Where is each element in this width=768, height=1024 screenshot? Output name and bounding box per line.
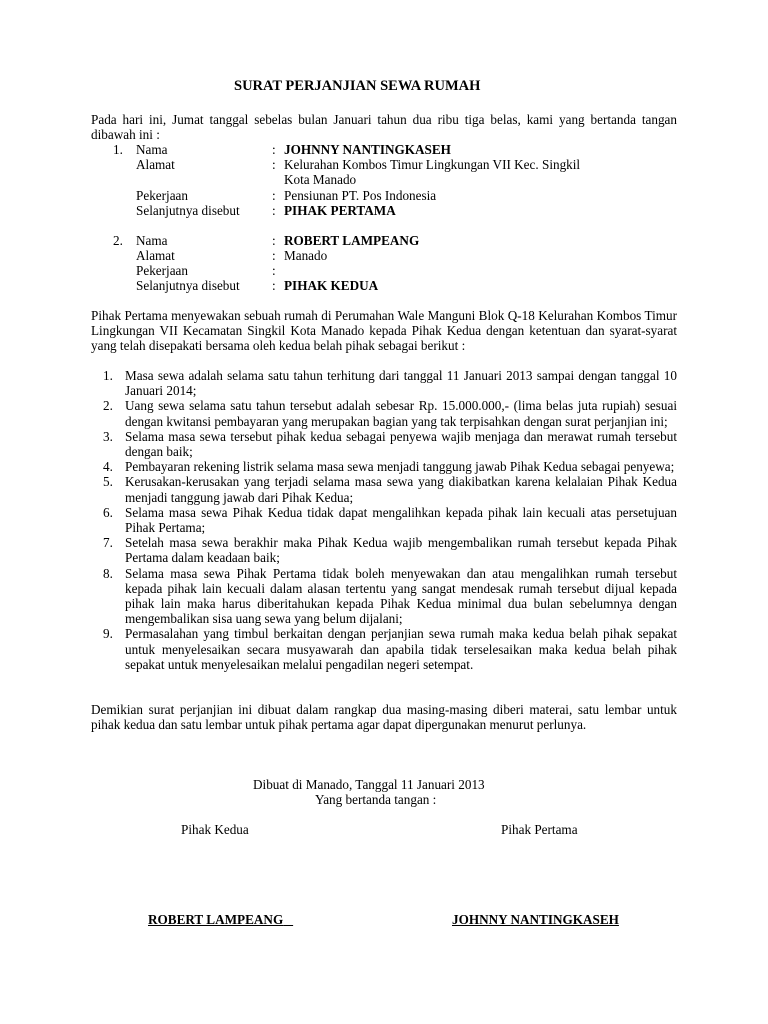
- list-item: [91, 626, 677, 672]
- party2-pekerjaan-label: Pekerjaan: [136, 263, 188, 278]
- term-number: 6.: [103, 504, 113, 520]
- term-number: 3.: [103, 428, 113, 444]
- party2-alamat-value: Manado: [284, 248, 328, 263]
- signature-left-underline-extension: [283, 912, 293, 927]
- party1-nama-value: JOHNNY NANTINGKASEH: [284, 142, 451, 157]
- place-date: Dibuat di Manado, Tanggal 11 Januari 2013: [253, 777, 485, 792]
- party2-disebut-colon: :: [272, 278, 276, 293]
- document-title: SURAT PERJANJIAN SEWA RUMAH: [234, 78, 481, 94]
- term-text: Pembayaran rekening listrik selama masa sewa menjadi tanggung jawab Pihak Kedua sebagai penyewa;: [125, 459, 675, 475]
- signature-left-name-text: ROBERT LAMPEANG: [148, 912, 284, 927]
- party1-alamat-colon: :: [272, 157, 276, 172]
- list-item: [91, 505, 677, 535]
- party2-disebut-value: PIHAK KEDUA: [284, 278, 379, 293]
- party1-alamat-value-line1: Kelurahan Kombos Timur Lingkungan VII Kec. Singkil: [284, 157, 581, 172]
- signature-left-label: Pihak Kedua: [181, 822, 249, 837]
- term-number: 2.: [103, 398, 113, 414]
- signature-right-label: Pihak Pertama: [501, 822, 578, 837]
- term-text: Permasalahan yang timbul berkaitan dengan perjanjian sewa rumah maka kedua belah pihak sepakat untuk menyelesaikan secara musyawarah dan apabila tidak terselesaikan maka kedua belah pihak sepakat untuk menyelesaikan melalui pengadilan negeri setempat.: [125, 626, 677, 672]
- party1-alamat-value-line2: Kota Manado: [284, 172, 357, 187]
- body-intro-paragraph: Pihak Pertama menyewakan sebuah rumah di Perumahan Wale Manguni Blok Q-18 Kelurahan Kombos Timur Lingkungan VII Kecamatan Singkil Kota Manado kepada Pihak Kedua dengan ketentuan dan syarat-syarat yang telah disepakati bersama oleh kedua belah pihak sebagai berikut :: [91, 308, 677, 354]
- party2-nama-colon: :: [272, 233, 276, 248]
- signature-right-name: JOHNNY NANTINGKASEH: [452, 912, 619, 927]
- term-text: Setelah masa sewa berakhir maka Pihak Kedua wajib mengembalikan rumah tersebut kepada Pihak Pertama dalam keadaan baik;: [125, 535, 677, 566]
- party1-nama-label: Nama: [136, 142, 168, 157]
- intro-paragraph: Pada hari ini, Jumat tanggal sebelas bulan Januari tahun dua ribu tiga belas, kami yang bertanda tangan dibawah ini :: [91, 112, 677, 143]
- party2-alamat-colon: :: [272, 248, 276, 263]
- term-text: Selama masa sewa Pihak Pertama tidak boleh menyewakan dan atau mengalihkan rumah tersebut kepada pihak lain kecuali dalam alasan tertentu yang sangat mendesak rumah tersebut dijual kepada pihak lain maka harus diberitahukan kepada Pihak Kedua minimal dua bulan sebelumnya dengan mengembalikan sisa uang sewa yang belum dijalani;: [125, 565, 677, 627]
- term-number: 5.: [103, 474, 113, 490]
- party2-nama-value: ROBERT LAMPEANG: [284, 233, 420, 248]
- party1-alamat-label: Alamat: [136, 157, 175, 172]
- party2-nama-label: Nama: [136, 233, 168, 248]
- term-text: Uang sewa selama satu tahun tersebut adalah sebesar Rp. 15.000.000,- (lima belas juta rupiah) sesuai dengan kwitansi pembayaran yang merupakan bagian yang tak terpisahkan dengan surat perjanjian ini;: [125, 398, 677, 429]
- party1-pekerjaan-colon: :: [272, 188, 276, 203]
- signature-left-name: [148, 912, 293, 927]
- party1-disebut-label: Selanjutnya disebut: [136, 203, 240, 218]
- term-number: 4.: [103, 459, 113, 475]
- term-text: Kerusakan-kerusakan yang terjadi selama masa sewa yang diakibatkan karena kelalaian Pihak Kedua menjadi tanggung jawab dari Pihak Kedua;: [125, 474, 677, 505]
- term-number: 8.: [103, 565, 113, 581]
- party1-number: 1.: [113, 142, 123, 157]
- list-item: [91, 535, 677, 565]
- list-item: [91, 368, 677, 398]
- term-text: Masa sewa adalah selama satu tahun terhitung dari tanggal 11 Januari 2013 sampai dengan tanggal 10 Januari 2014;: [125, 368, 677, 399]
- party2-disebut-label: Selanjutnya disebut: [136, 278, 240, 293]
- party2-pekerjaan-colon: :: [272, 263, 276, 278]
- party1-pekerjaan-value: Pensiunan PT. Pos Indonesia: [284, 188, 437, 203]
- party1-nama-colon: :: [272, 142, 276, 157]
- signed-by-label: Yang bertanda tangan :: [315, 792, 437, 807]
- term-text: Selama masa sewa tersebut pihak kedua sebagai penyewa wajib menjaga dan merawat rumah tersebut dengan baik;: [125, 428, 677, 460]
- party1-disebut-colon: :: [272, 203, 276, 218]
- list-item: [91, 429, 677, 459]
- party1-disebut-value: PIHAK PERTAMA: [284, 203, 396, 218]
- closing-paragraph: Demikian surat perjanjian ini dibuat dalam rangkap dua masing-masing diberi materai, satu lembar untuk pihak kedua dan satu lembar untuk pihak pertama agar dapat dipergunakan menurut perlunya.: [91, 702, 677, 733]
- term-text: Selama masa sewa Pihak Kedua tidak dapat mengalihkan kepada pihak lain kecuali atas persetujuan Pihak Pertama;: [125, 504, 677, 536]
- term-number: 1.: [103, 368, 113, 383]
- list-item: [91, 474, 677, 504]
- list-item: [91, 566, 677, 627]
- list-item: [91, 398, 677, 428]
- party1-pekerjaan-label: Pekerjaan: [136, 188, 188, 203]
- party2-number: 2.: [113, 233, 123, 248]
- term-number: 9.: [103, 626, 113, 642]
- terms-list: [91, 368, 677, 672]
- term-number: 7.: [103, 535, 113, 551]
- list-item: [91, 459, 677, 474]
- party2-alamat-label: Alamat: [136, 248, 175, 263]
